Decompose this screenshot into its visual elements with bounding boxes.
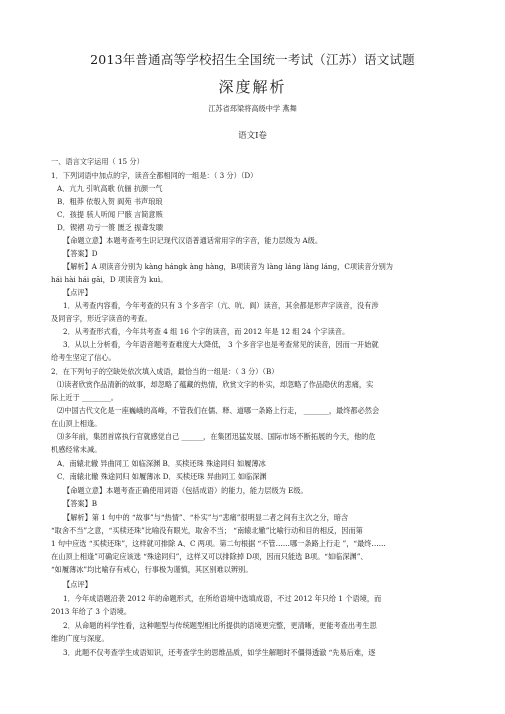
q1-option-b: B．粗莽 依彀入贺 阆苑 书声琅琅 bbox=[57, 197, 163, 206]
q2-answer: 【答案】B bbox=[63, 499, 98, 508]
q1-point-line: 3．从以上分析看，今年语音题考查难度大大降低， 3 个多音字也是考查常见的读音，因而一开始就 bbox=[63, 340, 379, 349]
q1-analysis-line2: hái hài hái gāi，D 项读音为 kuì。 bbox=[51, 275, 168, 284]
q2-analysis-line: “取舍不当”之意，“买椟还珠”比喻没有眼光，取舍不当； “南辕北辙”比喻行动和目的相反，因而第 bbox=[51, 526, 363, 535]
q2-sentence-line: 际上近于 ________。 bbox=[51, 393, 118, 402]
q2-analysis-line: 在山顶上相逢”可确定应该选 “殊途同归”，这样又可以排除掉 D项，因而只能选 B项。“如临深渊”、 bbox=[51, 552, 368, 561]
q2-sentence-line: 在山顶上相逢。 bbox=[51, 419, 102, 428]
document-subtitle: 深度解析 bbox=[218, 78, 287, 96]
q1-option-d: D．锲褶 功亏一篑 匮乏 振聋发聩 bbox=[57, 223, 164, 232]
q1-point-line: 给考生坚定了信心。 bbox=[51, 353, 116, 362]
q2-options-row2: C．南辕北辙 殊途同归 如履薄冰 D．买椟还珠 异曲同工 如临深渊 bbox=[57, 472, 267, 481]
q1-option-c: C．孩提 骇人听闻 尸骸 言简意赅 bbox=[57, 210, 163, 219]
part-heading: 一、语言文字运用（ 15 分） bbox=[51, 157, 144, 166]
q2-stem: 2．在下列句子的空缺处依次填入成语，最恰当的一组是：（ 3 分）（B） bbox=[51, 367, 279, 376]
q1-point-line: 及同音字，形近字读音的考查。 bbox=[51, 314, 152, 323]
q2-point-line: 2013 年给了 3 个语境。 bbox=[51, 607, 132, 616]
q2-point-line: 1．今年成语题沿袭 2012 年的命题形式，在所给语境中选填成语，不过 2012 年只给 1 个语境，而 bbox=[63, 594, 382, 603]
q2-point-line: 维的广度与深度。 bbox=[51, 634, 109, 643]
q1-answer: 【答案】D bbox=[63, 249, 98, 258]
q1-points-label: 【点评】 bbox=[63, 288, 92, 297]
author-line: 江苏省邳梁将高级中学 燕舞 bbox=[208, 104, 297, 113]
q2-analysis-line: 【解析】第 1 句中的 “故事”与“热情”、“朴实”与“悲痛”很明显二者之间有主次之分，暗含 bbox=[63, 513, 349, 522]
q2-point-line: 3．此题不仅考查学生成语知识，还考查学生的思维品质，如学生解题时不僵得透澈 “先易后难，逐 bbox=[63, 648, 376, 657]
section-heading: 语文Ⅰ卷 bbox=[238, 131, 267, 141]
q1-stem: 1．下列词语中加点的字，读音全都相同的一组是：（ 3 分）（D） bbox=[51, 171, 258, 180]
q2-sentence-line: 机感经常未减。 bbox=[51, 445, 102, 454]
q2-point-line: 2．从命题的科学性看，这种题型与传统题型相比所提供的语境更完整，更清晰，更能考查出考生思 bbox=[63, 621, 377, 630]
q2-sentence-line: ⑵中国古代文化是一座巍峨的高峰，不管我们在儒、释、道哪一条路上行走， _______，最终都必然会 bbox=[57, 406, 380, 415]
q1-option-a: A．亢九 引吭高歌 伉俪 抗颜一气 bbox=[57, 184, 163, 193]
q1-intent: 【命题立意】本题考查考生识记现代汉语普通话常用字的字音，能力层级为 A级。 bbox=[63, 236, 323, 245]
q1-point-line: 1．从考查内容看，今年考查的只有 3 个多音字（亢、吭、阆）读音，其余都是形声字读音，没有涉 bbox=[63, 301, 379, 310]
q2-intent: 【命题立意】本题考查正确使用词语（包括成语）的能力，能力层级为 E级。 bbox=[63, 486, 308, 495]
q2-analysis-line: “如履薄冰”均比喻存有戒心，行事极为谨慎，其区别难以辨别。 bbox=[51, 565, 253, 574]
q1-analysis-line1: 【解析】A 项读音分别为 kàng hángk àng hàng，B项读音为 lànɡ lánɡ lànɡ lánɡ，C项读音分别为 bbox=[63, 262, 393, 271]
q2-analysis-line: 1 句中应选 “买椟还珠”，这样就可排除 A、C 两项。第二句根据 “不管……哪一条路上行走 ”，“最终…… bbox=[51, 539, 386, 548]
q2-sentence-line: ⑶多年前，集团首席执行官就感觉自己 ______，在集团迅猛发展、国际市场不断拓展的今天，他的危 bbox=[57, 432, 376, 441]
q2-points-label: 【点评】 bbox=[63, 580, 92, 589]
q2-sentence-line: ⑴读者欣赏作品清新的故事，却忽略了蕴藏的热情，欣赏文字的朴实，却忽略了作品隐伏的悲痛，实 bbox=[57, 380, 374, 389]
q2-options-row1: A．南辕北辙 异曲同工 如临深渊 B．买椟还珠 殊途同归 如履薄冰 bbox=[57, 459, 266, 468]
q1-point-line: 2．从考查形式看，今年共考查 4 组 16 个字的读音，而 2012 年是 12 组 24 个字读音。 bbox=[63, 327, 350, 336]
document-title: 2013年普通高等学校招生全国统一考试（江苏）语文试题 bbox=[90, 52, 415, 67]
